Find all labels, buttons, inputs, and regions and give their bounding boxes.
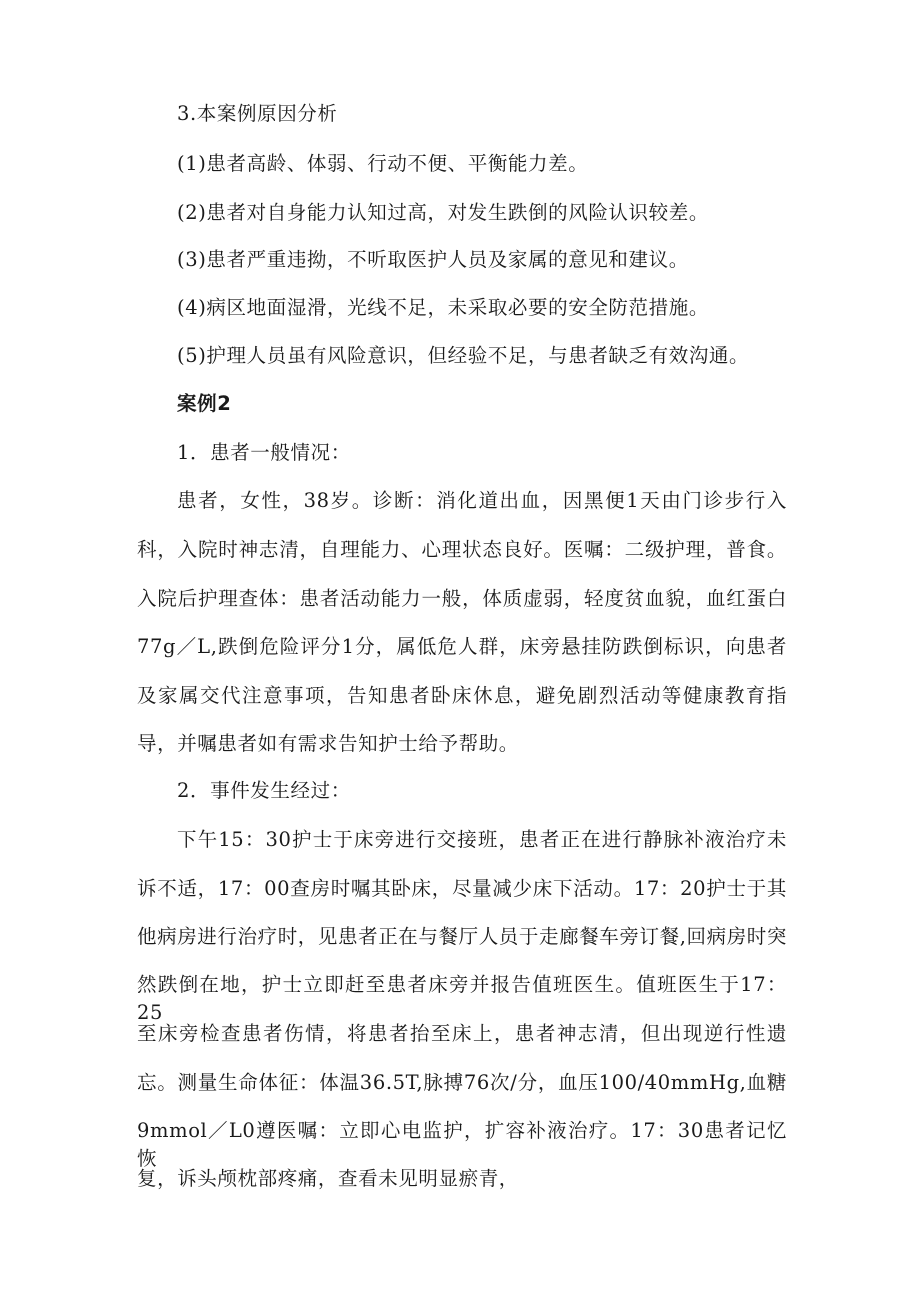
general-line-4: 77g／L,跌倒危险评分1分，属低危人群，床旁悬挂防跌倒标识，向患者 [137, 635, 787, 658]
cause-item-1: (1)患者高龄、体弱、行动不便、平衡能力差。 [177, 152, 589, 175]
cause-item-3: (3)患者严重违拗，不听取医护人员及家属的意见和建议。 [177, 248, 689, 271]
general-line-5: 及家属交代注意事项，告知患者卧床休息，避免剧烈活动等健康教育指 [137, 684, 787, 707]
general-line-2: 科，入院时神志清，自理能力、心理状态良好。医嘱：二级护理，普食。 [137, 538, 787, 561]
event-line-6: 忘。测量生命体征：体温36.5T,脉搏76次/分，血压100/40mmHg,血糖 [137, 1071, 787, 1094]
general-heading: 1．患者一般情况： [177, 441, 351, 464]
event-line-2: 诉不适，17：00查房时嘱其卧床，尽量减少床下活动。17：20护士于其 [137, 877, 787, 900]
event-line-1: 下午15：30护士于床旁进行交接班，患者正在进行静脉补液治疗未 [177, 828, 787, 851]
event-heading: 2．事件发生经过： [177, 779, 351, 802]
cause-item-4: (4)病区地面湿滑，光线不足，未采取必要的安全防范措施。 [177, 296, 709, 319]
event-line-8: 复，诉头颅枕部疼痛，查看未见明显瘀青， [137, 1167, 519, 1190]
event-line-4: 然跌倒在地，护士立即赶至患者床旁并报告值班医生。值班医生于17：25 [137, 973, 787, 1024]
general-line-1: 患者，女性，38岁。诊断：消化道出血，因黑便1天由门诊步行入 [177, 489, 787, 512]
cause-item-2: (2)患者对自身能力认知过高，对发生跌倒的风险认识较差。 [177, 201, 709, 224]
cause-item-5: (5)护理人员虽有风险意识，但经验不足，与患者缺乏有效沟通。 [177, 344, 750, 367]
event-line-3: 他病房进行治疗时，见患者正在与餐厅人员于走廊餐车旁订餐,回病房时突 [137, 925, 787, 948]
event-line-7: 9mmol／L0遵医嘱：立即心电监护，扩容补液治疗。17：30患者记忆恢 [137, 1119, 787, 1170]
event-line-5: 至床旁检查患者伤情，将患者抬至床上，患者神志清，但出现逆行性遗 [137, 1022, 787, 1045]
general-line-6: 导，并嘱患者如有需求告知护士给予帮助。 [137, 732, 519, 755]
general-line-3: 入院后护理查体：患者活动能力一般，体质虚弱，轻度贫血貌，血红蛋白 [137, 587, 787, 610]
section-heading: 3.本案例原因分析 [177, 102, 338, 125]
case-title: 案例2 [177, 392, 232, 415]
